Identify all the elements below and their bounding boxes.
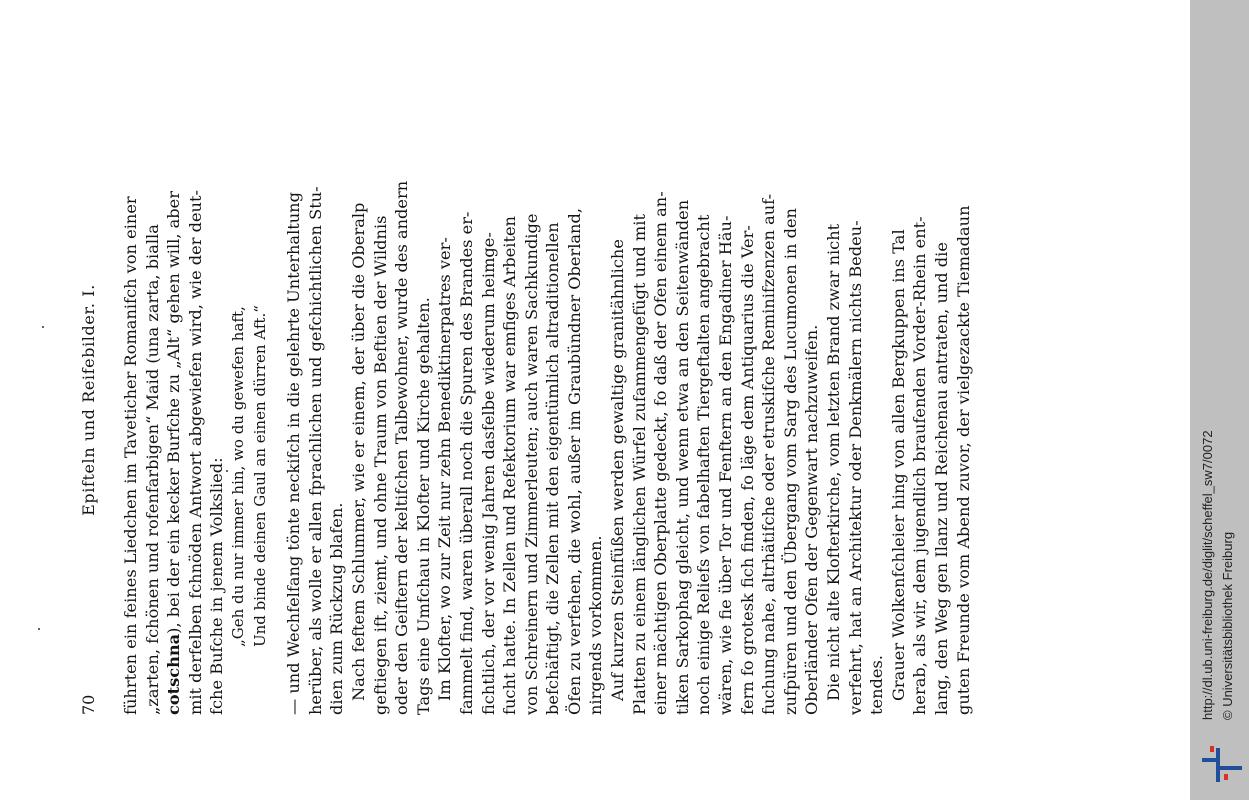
text-line: Oberländer Ofen der Gegenwart nachzuweifen. xyxy=(802,324,822,715)
text-line: dien zum Rückzug blafen. xyxy=(327,502,347,715)
text-line: fuchung nahe, altrhätifche oder etruskifche Reminifzenzen auf- xyxy=(759,193,779,715)
text-line: lang, den Weg gen Ilanz und Reichenau antraten, und die xyxy=(931,242,951,715)
text-line: Die nicht alte Klofterkirche, vom letzten Brand zwar nicht xyxy=(824,223,843,701)
text-line: — und Wechfelfang tönte neckifch in die gelehrte Unterhaltung xyxy=(284,192,304,715)
ub-freiburg-logo xyxy=(1200,744,1244,784)
text-line: zufpüren und den Übergang vom Sarg des Lucumonen in den xyxy=(780,208,800,715)
text-line: fern fo grotesk fich finden, fo läge dem Antiquarius die Ver- xyxy=(737,225,757,715)
text-line: nirgends vorkommen. xyxy=(586,535,606,715)
text-line: Und binde deinen Gaul an einen dürren Aft.“ xyxy=(250,305,269,647)
text-line: fammelt find, waren überall noch die Spuren des Brandes er- xyxy=(456,211,476,715)
text-line: Auf kurzen Steinfüßen werden gewaltige granitähnliche xyxy=(608,239,628,701)
print-speck xyxy=(42,326,44,328)
text-line: oder den Geiftern der keltifchen Talbewohner, wurde des andern xyxy=(392,180,412,715)
logo-red-mark-2 xyxy=(1224,774,1228,780)
text-line: Tags eine Umfchau in Klofter und Kirche gehalten. xyxy=(413,297,433,715)
text-line: herab, als wir, dem jugendlich braufenden Vorder-Rhein ent- xyxy=(910,216,930,715)
logo-bar-right xyxy=(1220,766,1242,770)
print-speck xyxy=(38,628,40,630)
text-line: cotschna), bei der ein kecker Burfche zu „Alt“ gehen will, aber xyxy=(164,191,184,715)
text-line: herüber, als wolle er allen fprachlichen und gefchichtlichen Stu- xyxy=(305,186,325,715)
body-text xyxy=(120,65,974,715)
text-line: geftiegen ift, ziemt, und ohne Traum von Beftien der Wildnis xyxy=(370,215,390,715)
text-line: guten Freunde vom Abend zuvor, der vielgezackte Tiemadaun xyxy=(953,205,973,715)
text-line: Platten zu einem länglichen Würfel zufammengefügt und mit xyxy=(629,214,649,715)
text-line: „zarten, fchönen und rofenfarbigen“ Maid (una zarta, bialla xyxy=(142,224,162,715)
text-line: fucht hatte. In Zellen und Refektorium war emfiges Arbeiten xyxy=(500,216,520,715)
text-line: Nach feftem Schlummer, wie er einem, der über die Oberalp xyxy=(348,202,368,701)
sidebar-text xyxy=(1190,0,1249,760)
page-header xyxy=(78,85,102,715)
text-line: Öfen zu verfehen, die wohl, außer im Graubündner Oberland, xyxy=(564,208,584,715)
text-line: Im Klofter, wo zur Zeit nur zehn Benediktinerpatres ver- xyxy=(435,237,455,701)
text-line: tendes. xyxy=(867,655,887,715)
text-line: befchäftigt, die Zellen mit den eigentümlich altraditionellen xyxy=(543,222,563,715)
print-speck xyxy=(226,470,228,472)
source-url[interactable]: http://dl.ub.uni-freiburg.de/diglit/scheffel_sw7/0072 xyxy=(1200,430,1215,720)
bold-word: cotschna xyxy=(164,633,184,715)
text-line: von Schreinern und Zimmerleuten; auch waren Sachkundige xyxy=(521,213,541,715)
text-line: führten ein feines Liedchen im Taveticher Romanifch von einer xyxy=(121,196,140,715)
text-line: „Geh du nur immer hin, wo du gewefen haft, xyxy=(228,306,247,647)
text-line: Grauer Wolkenfchleier hing von allen Bergkuppen ins Tal xyxy=(888,229,908,701)
copyright-notice: © Universitätsbibliothek Freiburg xyxy=(1220,531,1235,720)
running-head: Epifteln und Reifebilder. I. xyxy=(79,284,98,516)
text-line: mit derfelben fchnöden Antwort abgewiefen wird, wie der deut- xyxy=(185,190,205,715)
logo-red-mark xyxy=(1210,746,1214,752)
text-line: einer mächtigen Oberplatte gedeckt, fo daß der Ofen einem an- xyxy=(651,191,671,715)
text-line: verfehrt, hat an Architektur oder Denkmälern nichts Bedeu- xyxy=(845,220,865,715)
text-line: noch einige Reliefs von fabelhaften Tiergeftalten angebracht xyxy=(694,214,714,715)
text-line: fichtlich, der vor wenig Jahren dasfelbe wiederum heimge- xyxy=(478,232,498,715)
page-number: 70 xyxy=(79,694,98,715)
logo-bar-left xyxy=(1202,758,1216,762)
text-line: tiken Sarkophag gleicht, und wenn etwa an den Seitenwänden xyxy=(672,199,692,715)
logo-bar-vertical xyxy=(1216,748,1220,782)
text-line: fche Bufche in jenem Volkslied: xyxy=(207,457,227,715)
text-line: wären, wie fie über Tor und Fenftern an den Engadiner Häu- xyxy=(716,215,736,715)
